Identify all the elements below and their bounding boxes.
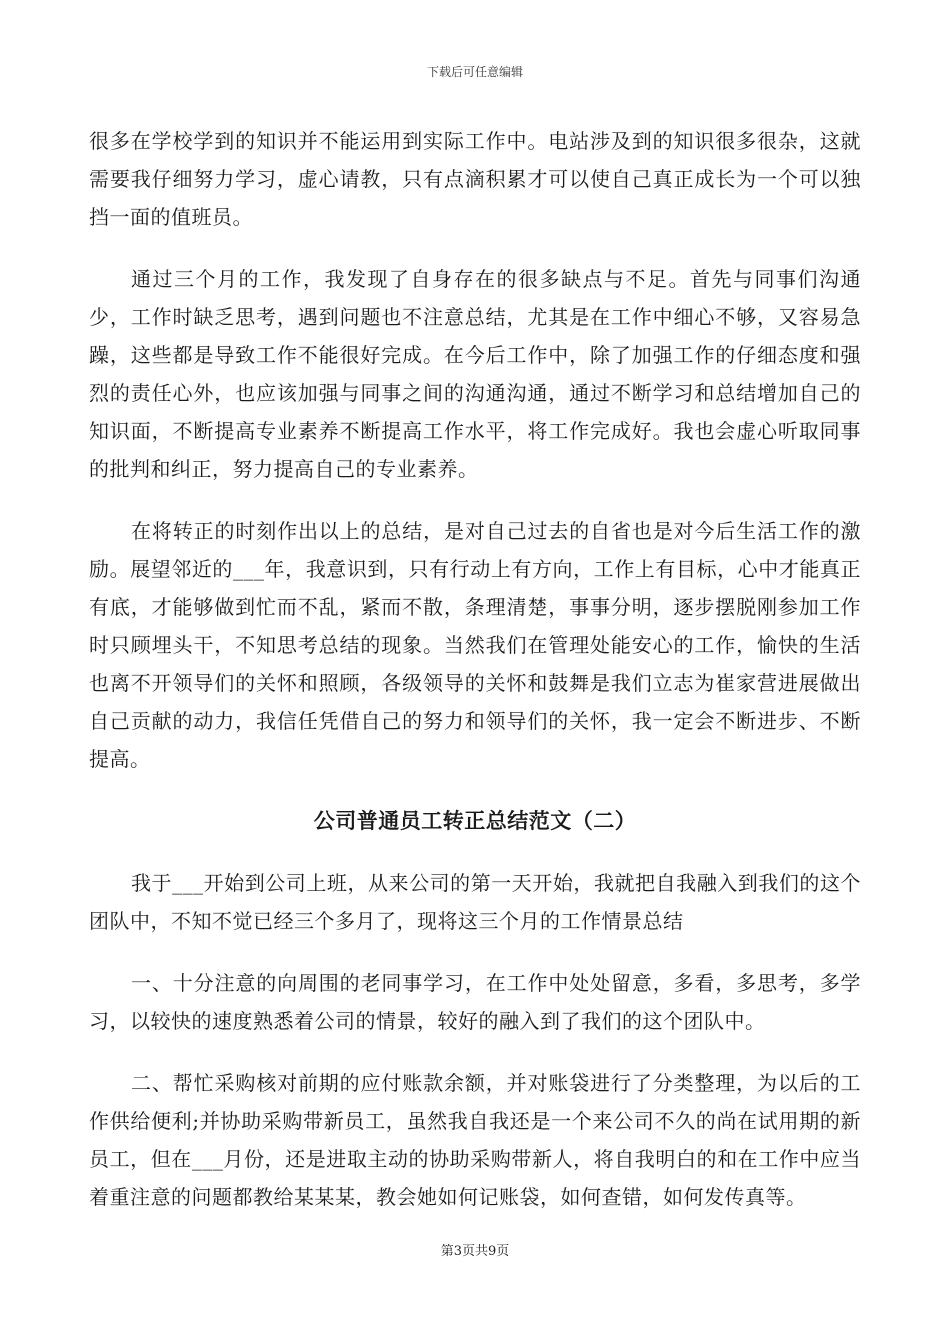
paragraph-outlook: 在将转正的时刻作出以上的总结，是对自己过去的自省也是对今后生活工作的激励。展望邻近的___年，我意识到，只有行动上有方向，工作上有目标，心中才能真正有底，才能够做到忙而不乱，紧而不散，条理清楚，事事分明，逐步摆脱刚参加工作时只顾埋头干，不知思考总结的现象。当然我们在管理处能安心的工作，愉快的生活也离不开领导们的关怀和照顾，各级领导的关怀和鼓舞是我们立志为崔家营进展做出自己贡献的动力，我信任凭借自己的努力和领导们的关怀，我一定会不断进步、不断提高。 — [89, 519, 861, 771]
document-body — [89, 122, 861, 1216]
paragraph-shortcomings: 通过三个月的工作，我发现了自身存在的很多缺点与不足。首先与同事们沟通少，工作时缺乏思考，遇到问题也不注意总结，尤其是在工作中细心不够，又容易急躁，这些都是导致工作不能很好完成。在今后工作中，除了加强工作的仔细态度和强烈的责任心外，也应该加强与同事之间的沟通沟通，通过不断学习和总结增加自己的知识面，不断提高专业素养不断提高工作水平，将工作完成好。我也会虚心听取同事的批判和纠正，努力提高自己的专业素养。 — [89, 267, 861, 481]
page-number: 第3页共9页 — [440, 1244, 510, 1259]
paragraph-point-two: 二、帮忙采购核对前期的应付账款余额，并对账袋进行了分类整理，为以后的工作供给便利;并协助采购带新员工，虽然我自我还是一个来公司不久的尚在试用期的新员工，但在___月份，还是进取主动的协助采购带新人，将自我明白的和在工作中应当着重注意的问题都教给某某某，教会她如何记账袋，如何查错，如何发传真等。 — [89, 1071, 861, 1209]
paragraph-point-one: 一、十分注意的向周围的老同事学习，在工作中处处留意，多看，多思考，多学习，以较快的速度熟悉着公司的情景，较好的融入到了我们的这个团队中。 — [89, 971, 861, 1033]
page-header: 下载后可任意编辑 — [426, 65, 523, 79]
section-title: 公司普通员工转正总结范文（二） — [313, 808, 637, 833]
paragraph-continuation: 很多在学校学到的知识并不能运用到实际工作中。电站涉及到的知识很多很杂，这就需要我仔细努力学习，虚心请教，只有点滴积累才可以使自己真正成长为一个可以独挡一面的值班员。 — [89, 129, 861, 229]
paragraph-intro: 我于___开始到公司上班，从来公司的第一天开始，我就把自我融入到我们的这个团队中，不知不觉已经三个多月了，现将这三个月的工作情景总结 — [89, 871, 861, 933]
